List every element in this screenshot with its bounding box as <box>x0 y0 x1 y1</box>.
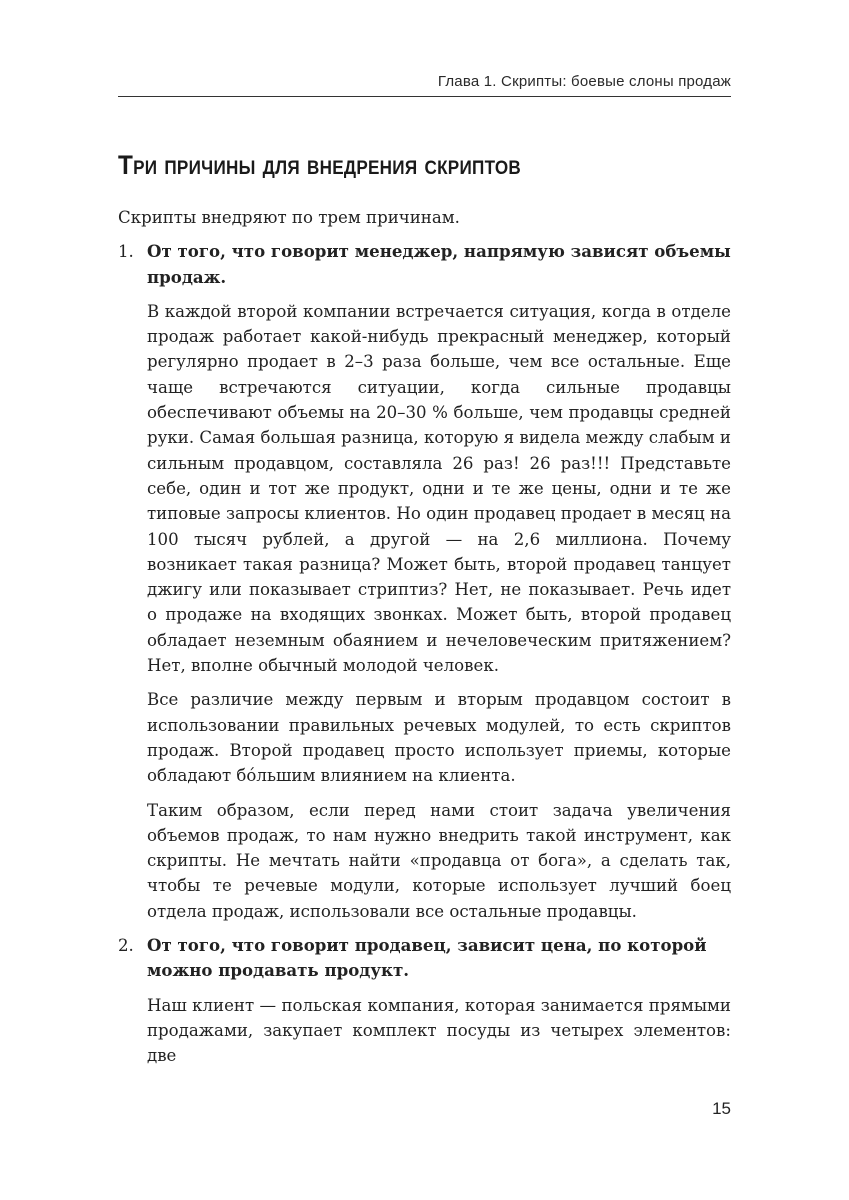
body-paragraph: Наш клиент — польская компания, которая занимается прямыми продажами, закупает комплект посуды из четырех элементов: две <box>147 995 731 1066</box>
list-item-1 <box>118 239 731 924</box>
section-title: Три причины для внедрения скриптов <box>118 150 522 180</box>
body-paragraph: Таким образом, если перед нами стоит задача увеличения объемов продаж, то нам нужно внедрить такой инструмент, как скрипты. Не мечтать найти «продавца от бога», а сделать так, чтобы те речевые модули, которые использует лучший боец отдела продаж, использовали все остальные продавцы. <box>147 800 731 921</box>
list-item-lead: От того, что говорит менеджер, напрямую зависят объемы продаж. <box>147 241 731 287</box>
page-content <box>118 143 731 1078</box>
list-item-lead: От того, что говорит продавец, зависит цена, по которой можно продавать продукт. <box>147 935 707 981</box>
body-paragraph: В каждой второй компании встречается ситуация, когда в отделе продаж работает какой-нибудь прекрасный менеджер, который регулярно продает в 2–3 раза больше, чем все остальные. Еще чаще встречаются ситуации, когда сильные продавцы обеспечивают объемы на 20–30 % больше, чем продавцы средней руки. Самая большая разница, которую я видела между слабым и сильным продавцом, составляла 26 раз! 26 раз!!! Представьте себе, один и тот же продукт, одни и те же цены, одни и те же типовые запросы клиентов. Но один продавец продает в месяц на 100 тысяч рублей, а другой — на 2,6 миллиона. Почему возникает такая разница? Может быть, второй продавец танцует джигу или показывает стриптиз? Нет, не показывает. Речь идет о продаже на входящих звонках. Может быть, второй продавец обладает неземным обаянием и нечеловеческим притяжением? Нет, вполне обычный молодой человек. <box>147 301 731 676</box>
running-head: Глава 1. Скрипты: боевые слоны продаж <box>437 73 731 90</box>
header-rule <box>118 96 731 97</box>
list-item-number: 2. <box>118 936 134 956</box>
list-item-2 <box>118 933 731 1068</box>
page-number: 15 <box>712 1099 731 1118</box>
list-item-number: 1. <box>118 242 134 262</box>
intro-paragraph: Скрипты внедряют по трем причинам. <box>118 208 460 227</box>
body-paragraph: Все различие между первым и вторым продавцом состоит в использовании правильных речевых модулей, то есть скриптов продаж. Второй продавец просто использует приемы, которые обладают бóльшим влиянием на клиента. <box>147 690 731 786</box>
